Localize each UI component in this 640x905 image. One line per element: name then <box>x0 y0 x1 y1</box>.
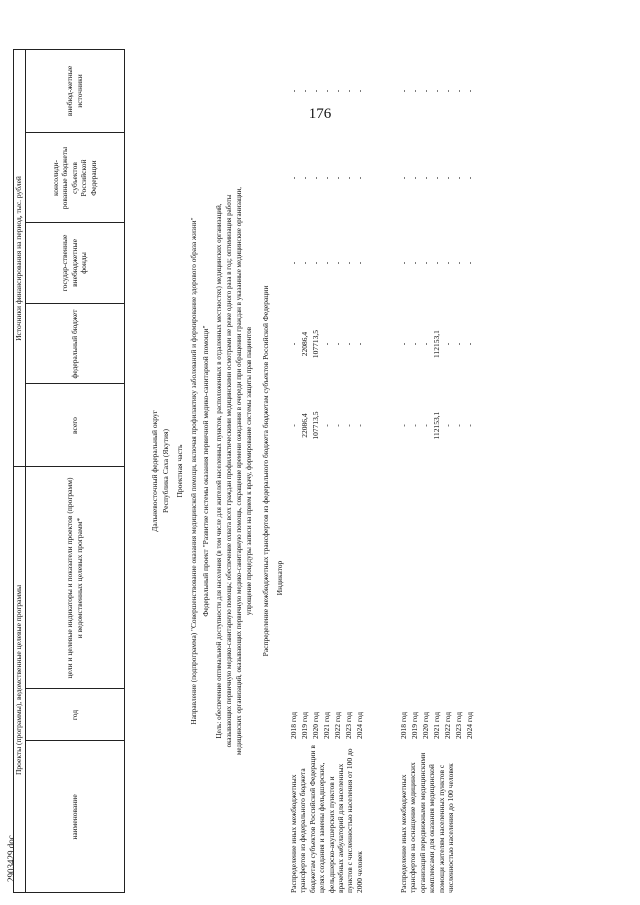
row-group-name: Распределение иных межбюджетных трансфертов на оснащение медицинских организаций передвижными медицинскими комплексами для оказания медицинской помощи жителям населенных пунктов с численностью населения до 100 человек <box>399 752 455 893</box>
cell-regional: - <box>344 176 353 180</box>
row-year: 2022 год <box>443 711 452 739</box>
cell-regional: - <box>289 176 298 180</box>
cell-total: - <box>399 424 408 427</box>
cell-regional: - <box>399 176 408 180</box>
indicator-label: Индикатор <box>275 560 284 596</box>
region-title: Республика Саха (Якутия) <box>161 429 170 513</box>
cell-total: - <box>454 424 463 427</box>
row-year: 2018 год <box>289 711 298 739</box>
cell-extra: - <box>454 89 463 93</box>
cell-federal: 107713,5 <box>311 329 320 359</box>
distribution-title: Распределение межбюджетных трансфертов из федерального бюджета бюджетам субъектов Российской Федерации <box>261 285 270 657</box>
cell-regional: - <box>333 176 342 180</box>
cell-extra: - <box>333 89 342 93</box>
cell-state-funds: - <box>421 261 430 265</box>
cell-total: 22086,4 <box>300 413 309 438</box>
document-code: 2903429.doc <box>6 835 16 882</box>
row-year: 2023 год <box>454 711 463 739</box>
goal-line-1: Цель: обеспечение оптимальной доступности для населения (в том числе для жителей населенных пунктов, расположенных в отдаленных местностях) медицинских организаций, <box>215 203 223 739</box>
header-col-total: всего <box>69 417 79 434</box>
cell-regional: - <box>300 176 309 180</box>
cell-state-funds: - <box>344 261 353 265</box>
cell-extra: - <box>322 89 331 93</box>
cell-state-funds: - <box>333 261 342 265</box>
cell-total: - <box>322 424 331 427</box>
header-left-line <box>13 892 124 893</box>
cell-regional: - <box>421 176 430 180</box>
direction-title: Направление (подпрограмма) "Совершенствование оказания медицинской помощи, включая профилактику заболеваний и формирование здорового образа жизни" <box>189 217 198 725</box>
cell-federal: - <box>322 342 331 346</box>
header-group-projects: Проекты (программы), ведомственные целевые программы <box>14 584 24 776</box>
cell-federal: - <box>465 342 474 346</box>
cell-federal: - <box>410 342 419 346</box>
header-right-line <box>13 49 124 50</box>
cell-regional: - <box>432 176 441 180</box>
header-divider <box>13 466 124 467</box>
cell-extra: - <box>344 89 353 93</box>
cell-regional: - <box>454 176 463 180</box>
cell-state-funds: - <box>300 261 309 265</box>
header-divider <box>25 740 124 741</box>
cell-regional: - <box>311 176 320 180</box>
cell-regional: - <box>355 176 364 180</box>
cell-extra: - <box>289 89 298 93</box>
header-col-year: год <box>69 709 79 721</box>
cell-federal: 22086,4 <box>300 331 309 357</box>
row-year: 2024 год <box>465 711 474 739</box>
header-col-name: наименование <box>69 794 79 840</box>
row-year: 2021 год <box>322 711 331 739</box>
header-bottom-line <box>124 49 125 893</box>
cell-total: - <box>333 424 342 427</box>
goal-line-4: упрощение процедуры записи на прием к врачу, формирование системы защиты прав пациентов <box>245 326 253 616</box>
row-year: 2020 год <box>421 711 430 739</box>
cell-extra: - <box>355 89 364 93</box>
cell-extra: - <box>443 89 452 93</box>
cell-extra: - <box>465 89 474 93</box>
cell-federal: - <box>399 342 408 346</box>
cell-extra: - <box>311 89 320 93</box>
cell-state-funds: - <box>454 261 463 265</box>
cell-extra: - <box>410 89 419 93</box>
cell-state-funds: - <box>410 261 419 265</box>
header-divider <box>25 383 124 384</box>
row-year: 2023 год <box>344 711 353 739</box>
section-title: Проектная часть <box>175 444 184 498</box>
goal-line-3: медицинских организаций, оказывающих первичную медико-санитарную помощь, сокращение времени ожидания в очереди при обращении граждан в указанные медицинские организации, <box>235 187 243 756</box>
cell-federal: 112153,1 <box>432 330 441 358</box>
cell-state-funds: - <box>399 261 408 265</box>
cell-total: - <box>355 424 364 427</box>
header-divider <box>25 222 124 223</box>
federal-project-title: Федеральный проект "Развитие системы оказания первичной медико-санитарной помощи" <box>201 325 210 617</box>
cell-extra: - <box>421 89 430 93</box>
cell-total: - <box>443 424 452 427</box>
row-year: 2020 год <box>311 711 320 739</box>
cell-total: 107713,5 <box>311 411 320 440</box>
district-title: Дальневосточный федеральный округ <box>150 410 159 532</box>
cell-federal: - <box>344 342 353 346</box>
cell-extra: - <box>300 89 309 93</box>
header-col-extrabudget: внебюд-жетные источники <box>65 65 84 117</box>
row-year: 2022 год <box>333 711 342 739</box>
header-group-sources: Источники финансирования на период, тыс. рублей <box>14 176 24 341</box>
cell-federal: - <box>355 342 364 346</box>
row-group-name: Распределение иных межбюджетных трансфертов из федерального бюджета бюджетам субъектов Российской Федерации в целях создания и замены фельдшерских, фельдшерско-акушерских пунктов и врачебных амбулаторий для населенных пунктов с численностью населения от 100 до 2000 человек <box>289 745 364 893</box>
header-col-regional: консолиди-рованные бюджеты субъектов Российской Федерации <box>51 146 98 210</box>
header-col-targets: цели и целевые индикаторы и показатели проектов (программ) и ведомственных целевых программ* <box>65 477 84 679</box>
cell-extra: - <box>432 89 441 93</box>
cell-extra: - <box>399 89 408 93</box>
cell-total: - <box>344 424 353 427</box>
row-year: 2021 год <box>432 711 441 739</box>
cell-total: - <box>410 424 419 427</box>
header-col-state-funds: государ-ственные внебюджетные фонды <box>60 234 89 292</box>
header-col-federal: федеральный бюджет <box>69 309 79 379</box>
cell-regional: - <box>322 176 331 180</box>
row-year: 2018 год <box>399 711 408 739</box>
row-year: 2019 год <box>300 711 309 739</box>
cell-total: - <box>421 424 430 427</box>
cell-federal: - <box>289 342 298 346</box>
cell-regional: - <box>410 176 419 180</box>
cell-regional: - <box>465 176 474 180</box>
cell-total: 112153,1 <box>432 411 441 440</box>
header-divider <box>25 303 124 304</box>
cell-state-funds: - <box>311 261 320 265</box>
header-divider <box>25 132 124 133</box>
row-year: 2019 год <box>410 711 419 739</box>
cell-state-funds: - <box>432 261 441 265</box>
cell-federal: - <box>333 342 342 346</box>
page-number: 176 <box>308 106 332 122</box>
cell-total: - <box>465 424 474 427</box>
cell-federal: - <box>454 342 463 346</box>
cell-state-funds: - <box>443 261 452 265</box>
cell-federal: - <box>421 342 430 346</box>
row-year: 2024 год <box>355 711 364 739</box>
cell-state-funds: - <box>289 261 298 265</box>
cell-state-funds: - <box>355 261 364 265</box>
cell-state-funds: - <box>322 261 331 265</box>
goal-line-2: оказывающих первичную медико-санитарную помощь; обеспечение охвата всех граждан профилактическими медицинскими осмотрами не реже одного раза в год; оптимизация работы <box>225 194 233 748</box>
rotated-table-page <box>13 33 565 893</box>
cell-total: - <box>289 424 298 427</box>
cell-federal: - <box>443 342 452 346</box>
header-divider <box>25 688 124 689</box>
cell-state-funds: - <box>465 261 474 265</box>
cell-regional: - <box>443 176 452 180</box>
